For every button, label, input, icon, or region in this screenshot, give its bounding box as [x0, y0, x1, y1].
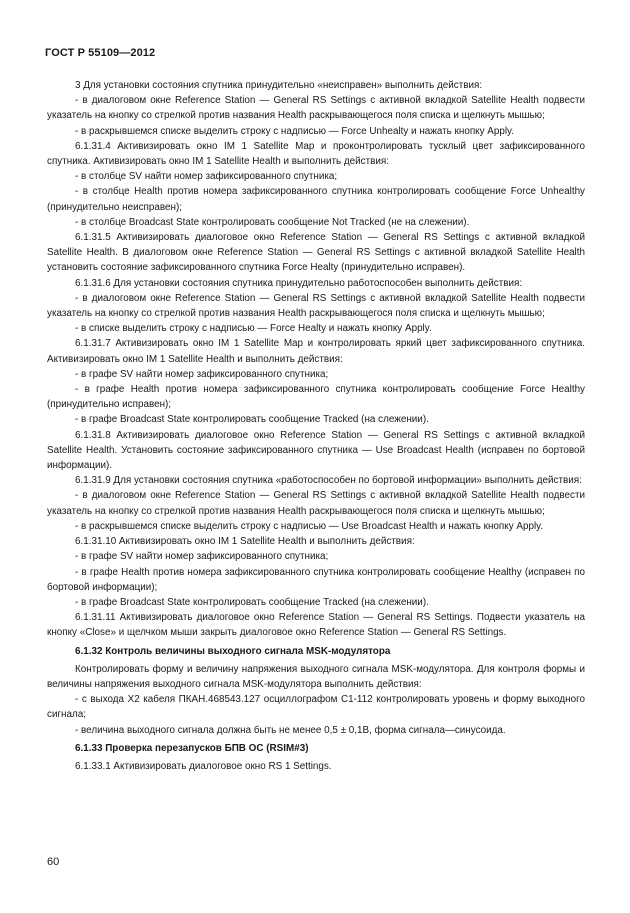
paragraph: - в графе Broadcast State контролировать сообщение Tracked (на слежении).	[75, 414, 429, 426]
paragraph: 6.1.31.11 Активизировать диалоговое окно Reference Station — General RS Settings. Подвести указатель на кнопку «Close» и щелчком мыши закрыть диалоговое окно Reference Station — General RS Settings.	[47, 612, 585, 639]
paragraph: - в диалоговом окне Reference Station — General RS Settings с активной вкладкой Satellite Health подвести указатель на кнопку со стрелкой против названия Health раскрывающегося поля списка и щелкнуть мышью;	[47, 292, 585, 320]
paragraph: 3 Для установки состояния спутника принудительно «неисправен» выполнить действия:	[75, 80, 483, 91]
paragraph: - в графе Broadcast State контролировать сообщение Tracked (на слежении).	[75, 596, 429, 608]
paragraph: - в раскрывшемся списке выделить строку с надписью — Force Unhealty и нажать кнопку Apply.	[75, 125, 514, 137]
standard-header: ГОСТ Р 55109—2012	[45, 47, 156, 59]
paragraph: - в диалоговом окне Reference Station — General RS Settings с активной вкладкой Satellite Health подвести указатель на кнопку со стрелкой против названия Health раскрывающегося поля списка и щелкнуть мышью;	[47, 490, 585, 517]
paragraph: - в столбце SV найти номер зафиксированного спутника;	[75, 171, 338, 183]
paragraph: - в столбце Broadcast State контролировать сообщение Not Tracked (не на слежении).	[75, 216, 470, 228]
paragraph: - в раскрывшемся списке выделить строку с надписью — Use Broadcast Health и нажать кнопку Apply.	[75, 520, 544, 532]
section-heading: 6.1.32 Контроль величины выходного сигнала MSK-модулятора	[75, 645, 391, 657]
paragraph: 6.1.31.5 Активизировать диалоговое окно Reference Station — General RS Settings с активной вкладкой Satellite Health. В диалоговом окне Reference Station — General RS Settings с активной вкладкой Satellite Health установить состояние зафиксированного спутника Force Healty (принудительно исправен).	[47, 232, 585, 274]
paragraph: - в графе Health против номера зафиксированного спутника контролировать сообщение Healthy (исправен по бортовой информации);	[47, 566, 585, 593]
paragraph: 6.1.31.6 Для установки состояния спутника принудительно работоспособен выполнить действия:	[75, 277, 523, 289]
paragraph: - в столбце Health против номера зафиксированного спутника контролировать сообщение Force Unhealthy (принудительно неисправен);	[47, 186, 585, 213]
paragraph: Контролировать форму и величину напряжения выходного сигнала MSK-модулятора. Для контроля формы и величины напряжения выходного сигнала MSK-модулятора выполнить действия:	[47, 663, 585, 690]
paragraph: 6.1.31.10 Активизировать окно IM 1 Satellite Health и выполнить действия:	[75, 536, 415, 548]
paragraph: - в диалоговом окне Reference Station — General RS Settings с активной вкладкой Satellite Health подвести указатель на кнопку со стрелкой против названия Health раскрывающегося поля списка и щелкнуть мышью;	[47, 95, 585, 122]
paragraph: - в графе Health против номера зафиксированного спутника контролировать сообщение Force Healthy (принудительно исправен);	[47, 384, 585, 411]
paragraph: 6.1.31.4 Активизировать окно IM 1 Satellite Map и проконтролировать тусклый цвет зафиксированного спутника. Активизировать окно IM 1 Satellite Health и выполнить действия:	[47, 140, 585, 168]
paragraph: - с выхода Х2 кабеля ПКАН.468543.127 осциллографом С1-112 контролировать уровень и форму выходного сигнала;	[47, 694, 585, 721]
paragraph: - величина выходного сигнала должна быть не менее 0,5 ± 0,1В, форма сигнала—синусоида.	[75, 724, 506, 736]
paragraph: 6.1.33.1 Активизировать диалоговое окно RS 1 Settings.	[75, 760, 332, 772]
paragraph: 6.1.31.7 Активизировать окно IM 1 Satellite Map и контролировать яркий цвет зафиксированного спутника. Активизировать окно IM 1 Satellite Health и выполнить действия:	[47, 338, 585, 365]
document-body	[47, 78, 585, 774]
paragraph: - в списке выделить строку с надписью — Force Healty и нажать кнопку Apply.	[75, 323, 432, 335]
paragraph: 6.1.31.8 Активизировать диалоговое окно Reference Station — General RS Settings с активной вкладкой Satellite Health. Установить состояние зафиксированного спутника — Use Broadcast Health (исправен по бортовой информации).	[47, 429, 585, 472]
section-heading: 6.1.33 Проверка перезапусков БПВ ОС (RSIM#3)	[75, 742, 309, 754]
paragraph: 6.1.31.9 Для установки состояния спутника «работоспособен по бортовой информации» выполнить действия:	[75, 475, 582, 487]
page-number: 60	[47, 856, 60, 868]
paragraph: - в графе SV найти номер зафиксированного спутника;	[75, 551, 329, 563]
paragraph: - в графе SV найти номер зафиксированного спутника;	[75, 368, 329, 380]
